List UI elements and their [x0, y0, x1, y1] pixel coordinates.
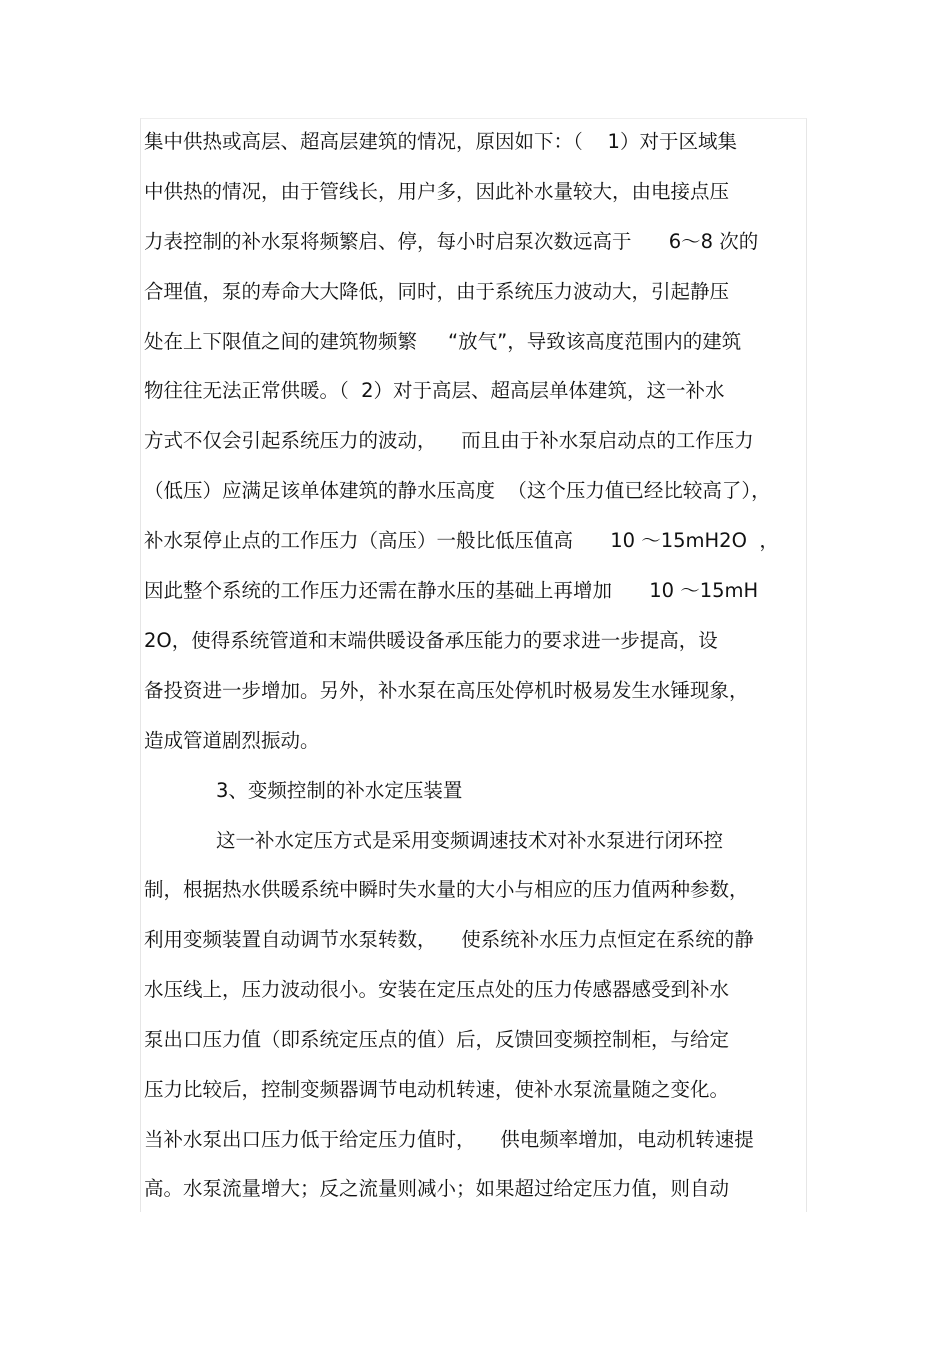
- paragraph-line: 水压线上，压力波动很小。安装在定压点处的压力传感器感受到补水: [144, 978, 730, 1001]
- paragraph-line: 力表控制的补水泵将频繁启、停，每小时启泵次数远高于 6～8 次的: [144, 230, 759, 253]
- paragraph-line: 合理值，泵的寿命大大降低，同时，由于系统压力波动大，引起静压: [144, 280, 730, 303]
- paragraph-line: 因此整个系统的工作压力还需在静水压的基础上再增加 10 ～15mH: [144, 579, 759, 602]
- paragraph-line: 处在上下限值之间的建筑物频繁 “放气”，导致该高度范围内的建筑: [144, 330, 742, 353]
- paragraph-line: 当补水泵出口压力低于给定压力值时， 供电频率增加，电动机转速提: [144, 1128, 754, 1151]
- paragraph-line: 泵出口压力值（即系统定压点的值）后，反馈回变频控制柜，与给定: [144, 1028, 730, 1051]
- paragraph-line: 备投资进一步增加。另外，补水泵在高压处停机时极易发生水锤现象，: [144, 679, 749, 702]
- paragraph-line: 集中供热或高层、超高层建筑的情况，原因如下：（ 1）对于区域集: [144, 130, 737, 153]
- paragraph-line: 压力比较后，控制变频器调节电动机转速，使补水泵流量随之变化。: [144, 1078, 730, 1101]
- paragraph-line: 这一补水定压方式是采用变频调速技术对补水泵进行闭环控: [216, 829, 724, 852]
- paragraph-line: （低压）应满足该单体建筑的静水压高度 （这个压力值已经比较高了），: [144, 479, 771, 502]
- section-heading: 3、变频控制的补水定压装置: [216, 779, 463, 802]
- paragraph-line: 利用变频装置自动调节水泵转数， 使系统补水压力点恒定在系统的静: [144, 928, 754, 951]
- paragraph-line: 制，根据热水供暖系统中瞬时失水量的大小与相应的压力值两种参数，: [144, 878, 749, 901]
- paragraph-line: 方式不仅会引起系统压力的波动， 而且由于补水泵启动点的工作压力: [144, 429, 754, 452]
- paragraph-line: 补水泵停止点的工作压力（高压）一般比低压值高 10 ～15mH2O ，: [144, 529, 779, 552]
- paragraph-line: 高。水泵流量增大；反之流量则减小；如果超过给定压力值，则自动: [144, 1177, 730, 1200]
- paragraph-line: 中供热的情况，由于管线长，用户多，因此补水量较大，由电接点压: [144, 180, 730, 203]
- paragraph-line: 2O，使得系统管道和末端供暖设备承压能力的要求进一步提高，设: [144, 629, 718, 652]
- paragraph-line: 物往往无法正常供暖。（ 2）对于高层、超高层单体建筑，这一补水: [144, 379, 725, 402]
- paragraph-line: 造成管道剧烈振动。: [144, 729, 320, 752]
